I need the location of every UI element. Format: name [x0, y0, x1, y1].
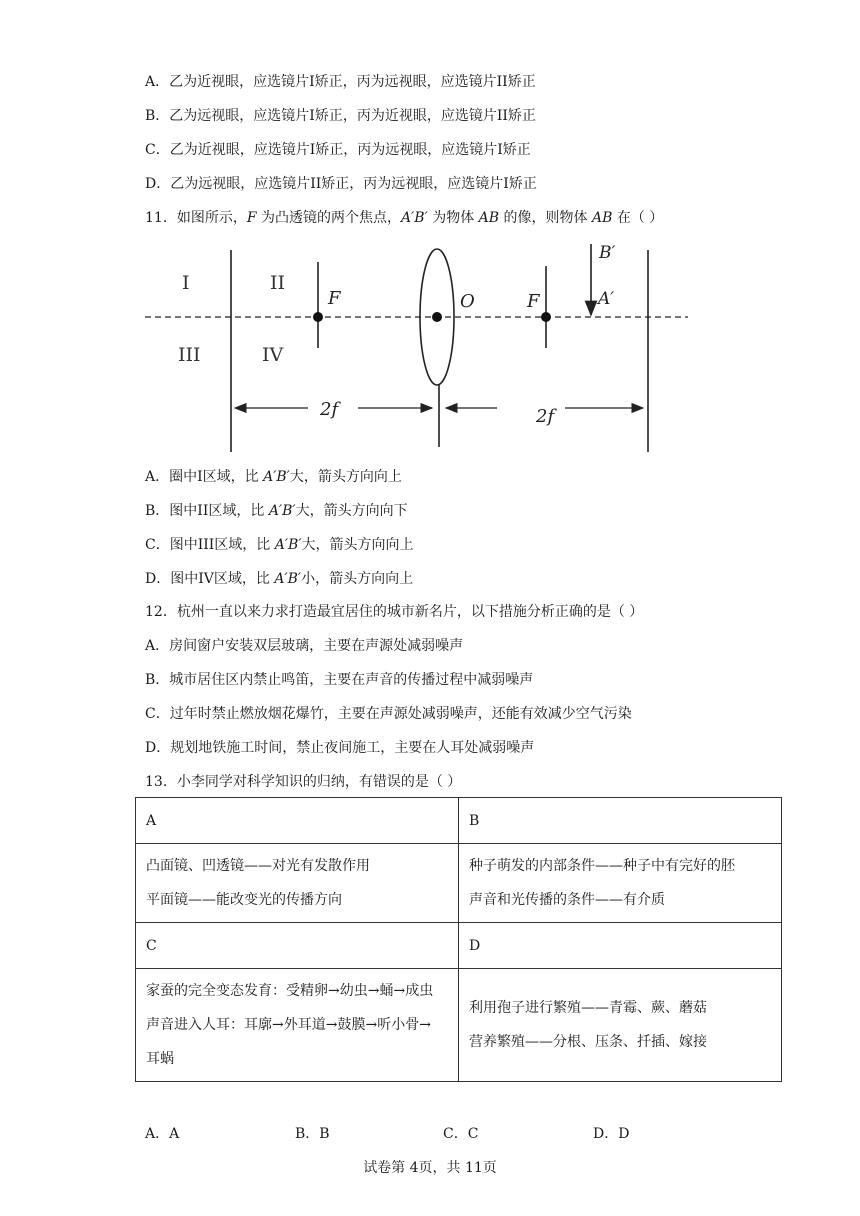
cell-d-label: D	[459, 923, 782, 969]
q13-stem: 13．小李同学对科学知识的归纳，有错误的是（ ）	[145, 774, 462, 790]
point-a-label: A′	[598, 289, 615, 309]
q11-option-b-image: A′B′	[268, 503, 296, 519]
q11-option-c-prefix: C．图中III区域，比	[145, 537, 275, 553]
q11-option-b	[145, 501, 408, 521]
q11-stem-focus: F	[246, 210, 257, 226]
q11-option-d-prefix: D．图中IV区域，比	[145, 571, 275, 587]
q11-option-c-suffix: 大，箭头方向向上	[301, 537, 414, 553]
cell-c-line-2: 声音进入人耳：耳廓→外耳道→鼓膜→听小骨→	[146, 1017, 431, 1033]
cell-d-content	[459, 969, 782, 1082]
q11-option-a-image: A′B′	[263, 469, 290, 485]
q11-option-b-prefix: B．图中II区域，比	[145, 503, 269, 519]
q11-stem-end: 在（ ）	[612, 210, 664, 226]
cell-c-label: C	[136, 923, 459, 969]
cell-c-content	[136, 969, 459, 1082]
cell-c-line-3: 耳蜗	[146, 1051, 174, 1067]
q11-option-d	[145, 569, 413, 589]
q12-option-c: C．过年时禁止燃放烟花爆竹，主要在声源处减弱噪声，还能有效减少空气污染	[145, 706, 632, 722]
right-2f-label: 2f	[536, 406, 555, 427]
cell-d-line-1: 利用孢子进行繁殖——青霉、蕨、蘑菇	[469, 1000, 707, 1016]
q11-option-c	[145, 535, 414, 555]
q12-option-b: B．城市居住区内禁止鸣笛，主要在声音的传播过程中减弱噪声	[145, 672, 534, 688]
optical-center-dot	[432, 312, 442, 322]
q10-option-b: B．乙为远视眼，应选镜片I矫正，丙为近视眼，应选镜片II矫正	[145, 108, 536, 124]
region-4-label: IV	[262, 344, 284, 366]
q11-stem-image: A′B′	[401, 210, 428, 226]
q11-option-d-image: A′B′	[274, 571, 302, 587]
left-focus-dot	[313, 312, 323, 322]
region-2-label: II	[270, 272, 286, 294]
q13-option-d: D．D	[593, 1126, 630, 1142]
q10-option-c: C．乙为近视眼，应选镜片I矫正，丙为远视眼，应选镜片I矫正	[145, 142, 531, 158]
q13-table	[135, 797, 782, 1082]
convex-lens-diagram	[140, 232, 700, 457]
cell-b-line-2: 声音和光传播的条件——有介质	[469, 892, 665, 908]
q11-option-c-image: A′B′	[274, 537, 302, 553]
table-row	[136, 969, 782, 1082]
q13-options	[145, 1124, 785, 1144]
q11-stem-prefix: 11．如图所示，	[145, 210, 247, 226]
center-label: O	[460, 291, 475, 312]
table-row	[136, 844, 782, 923]
q11-stem-object: AB	[478, 210, 500, 226]
cell-b-content	[459, 844, 782, 923]
q11-stem-object-2: AB	[591, 210, 613, 226]
page-footer: 试卷第 4页，共 11页	[363, 1160, 497, 1176]
left-2f-label: 2f	[320, 399, 339, 420]
region-1-label: I	[182, 272, 190, 294]
q11-stem	[145, 208, 663, 228]
right-focus-label: F	[527, 291, 540, 312]
q13-option-a: A．A	[145, 1126, 180, 1142]
cell-a-line-2: 平面镜——能改变光的传播方向	[146, 892, 342, 908]
q11-stem-mid3: 的像，则物体	[499, 210, 592, 226]
q12-option-a: A．房间窗户安装双层玻璃，主要在声源处减弱噪声	[145, 638, 464, 654]
region-3-label: III	[178, 344, 201, 366]
q11-option-b-suffix: 大，箭头方向向下	[295, 503, 408, 519]
q13-option-c: C．C	[443, 1126, 479, 1142]
cell-b-label: B	[459, 798, 782, 844]
q12-stem: 12．杭州一直以来力求打造最宜居住的城市新名片，以下措施分析正确的是（ ）	[145, 604, 644, 620]
q13-option-b: B．B	[295, 1126, 330, 1142]
cell-c-line-1: 家蚕的完全变态发育：受精卵→幼虫→蛹→成虫	[146, 983, 434, 999]
q11-option-d-suffix: 小，箭头方向向上	[301, 571, 414, 587]
cell-d-line-2: 营养繁殖——分根、压条、扦插、嫁接	[469, 1034, 707, 1050]
q11-option-a-prefix: A．圈中I区域，比	[145, 469, 264, 485]
table-row	[136, 798, 782, 844]
left-focus-label: F	[328, 288, 341, 309]
cell-a-label: A	[136, 798, 459, 844]
q11-stem-mid1: 为凸透镜的两个焦点，	[256, 210, 401, 226]
q10-option-a: A．乙为近视眼，应选镜片I矫正，丙为远视眼，应选镜片II矫正	[145, 74, 536, 90]
table-row	[136, 923, 782, 969]
q11-option-a-suffix: 大，箭头方向向上	[289, 469, 402, 485]
q10-option-d: D．乙为远视眼，应选镜片II矫正，丙为远视眼，应选镜片I矫正	[145, 176, 537, 192]
point-b-label: B′	[599, 243, 616, 263]
cell-b-line-1: 种子萌发的内部条件——种子中有完好的胚	[469, 858, 735, 874]
q11-option-a	[145, 467, 402, 487]
cell-a-line-1: 凸面镜、凹透镜——对光有发散作用	[146, 858, 370, 874]
q12-option-d: D．规划地铁施工时间，禁止夜间施工，主要在人耳处减弱噪声	[145, 740, 535, 756]
q11-stem-mid2: 为物体	[427, 210, 479, 226]
cell-a-content	[136, 844, 459, 923]
right-focus-dot	[541, 312, 551, 322]
